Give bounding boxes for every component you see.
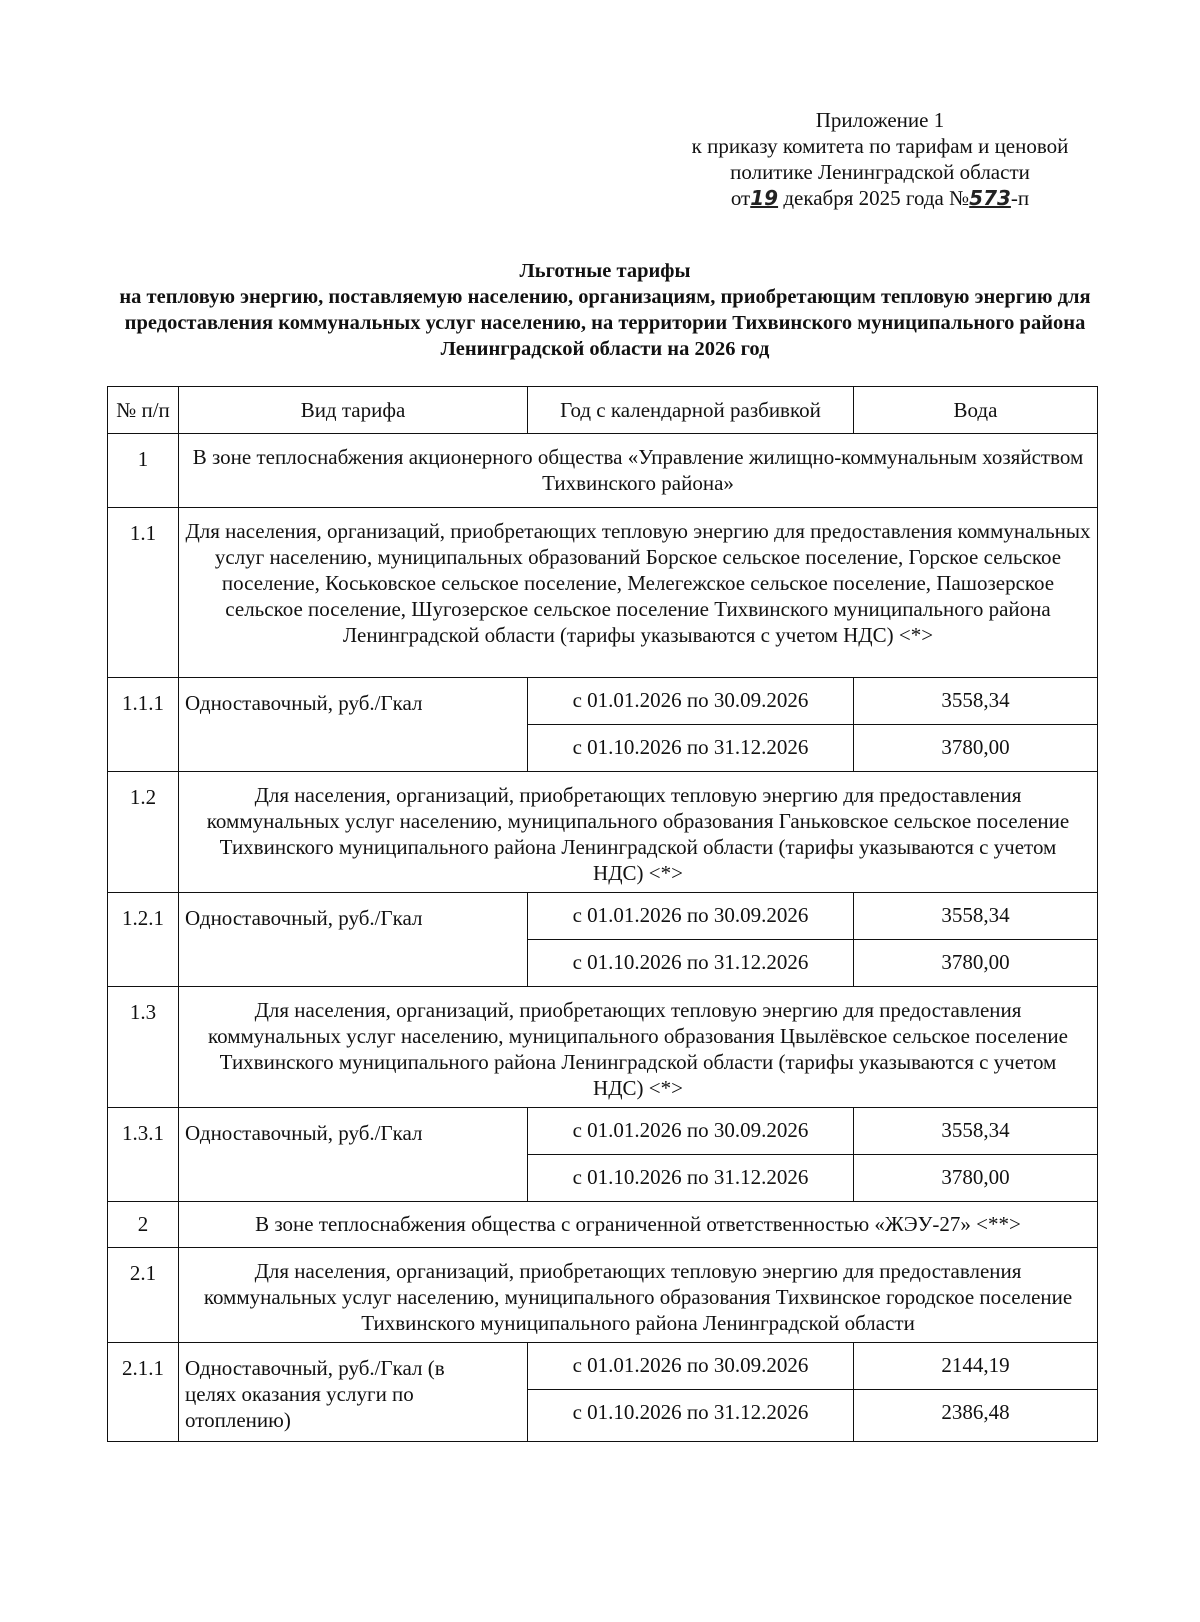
header-cell: Год с календарной разбивкой — [528, 387, 854, 434]
tariff-type: Одноставочный, руб./Гкал — [179, 678, 528, 772]
number-suffix: -п — [1010, 186, 1030, 210]
header-cell: № п/п — [108, 387, 179, 434]
section-row — [108, 772, 1098, 893]
title-subtitle: на тепловую энергию, поставляемую населению, организациям, приобретающим тепловую энергию для предоставления коммунальных услуг населению, на территории Тихвинского муниципального района Ленинградской области на 2026 год — [119, 286, 1091, 360]
handwritten-day: 19 — [750, 186, 779, 210]
table-header-row — [108, 387, 1098, 434]
order-date-line — [620, 185, 1140, 211]
tariff-value: 2144,19 — [854, 1343, 1098, 1390]
handwritten-number: 573 — [969, 186, 1011, 210]
tariff-table — [107, 386, 1098, 1442]
period: с 01.01.2026 по 30.09.2026 — [528, 893, 854, 940]
appendix-line: Приложение 1 — [815, 108, 945, 132]
header-cell: Вода — [854, 387, 1098, 434]
period: с 01.01.2026 по 30.09.2026 — [528, 678, 854, 725]
tariff-value: 3558,34 — [854, 1108, 1098, 1155]
appendix-header — [620, 107, 1140, 211]
date-prefix: от — [730, 186, 751, 210]
date-middle: декабря 2025 года № — [778, 186, 970, 210]
row-number: 2 — [108, 1202, 179, 1248]
period: с 01.10.2026 по 31.12.2026 — [528, 1155, 854, 1202]
tariff-value: 3558,34 — [854, 893, 1098, 940]
tariff-type: Одноставочный, руб./Гкал (в целях оказания услуги по отоплению) — [179, 1343, 528, 1442]
tariff-row — [108, 1343, 1098, 1390]
tariff-value: 3558,34 — [854, 678, 1098, 725]
tariff-value: 2386,48 — [854, 1390, 1098, 1442]
row-number: 1.1 — [108, 508, 179, 678]
section-row — [108, 1248, 1098, 1343]
section-text: В зоне теплоснабжения общества с ограниченной ответственностью «ЖЭУ-27» <**> — [179, 1202, 1098, 1248]
section-row — [108, 1202, 1098, 1248]
tariff-row — [108, 893, 1098, 940]
row-number: 1.3.1 — [108, 1108, 179, 1202]
section-text: В зоне теплоснабжения акционерного общества «Управление жилищно-коммунальным хозяйством Тихвинского района» — [179, 434, 1098, 508]
tariff-value: 3780,00 — [854, 725, 1098, 772]
tariff-type: Одноставочный, руб./Гкал — [179, 893, 528, 987]
period: с 01.01.2026 по 30.09.2026 — [528, 1108, 854, 1155]
document-title — [100, 258, 1110, 362]
tariff-row — [108, 678, 1098, 725]
section-row — [108, 508, 1098, 678]
section-row — [108, 434, 1098, 508]
tariff-type: Одноставочный, руб./Гкал — [179, 1108, 528, 1202]
period: с 01.10.2026 по 31.12.2026 — [528, 1390, 854, 1442]
period: с 01.10.2026 по 31.12.2026 — [528, 725, 854, 772]
row-number: 2.1.1 — [108, 1343, 179, 1442]
title-heading: Льготные тарифы — [519, 260, 691, 282]
period: с 01.10.2026 по 31.12.2026 — [528, 940, 854, 987]
row-number: 1 — [108, 434, 179, 508]
appendix-line: политике Ленинградской области — [730, 160, 1030, 184]
section-text: Для населения, организаций, приобретающих тепловую энергию для предоставления коммунальных услуг населению, муниципального образования Тихвинское городское поселение Тихвинского муниципального района Ленинградской области — [179, 1248, 1098, 1343]
row-number: 1.2 — [108, 772, 179, 893]
section-text: Для населения, организаций, приобретающих тепловую энергию для предоставления коммунальных услуг населению, муниципального образования Ганьковское сельское поселение Тихвинского муниципального района Ленинградской области (тарифы указываются с учетом НДС) <*> — [179, 772, 1098, 893]
appendix-line: к приказу комитета по тарифам и ценовой — [691, 134, 1069, 158]
section-text: Для населения, организаций, приобретающих тепловую энергию для предоставления коммунальных услуг населению, муниципальных образований Борское сельское поселение, Горское сельское поселение, Коськовское сельское поселение, Мелегежское сельское поселение, Пашозерское сельское поселение, Шугозерское сельское поселение Тихвинского муниципального района Ленинградской области (тарифы указываются с учетом НДС) <*> — [179, 508, 1098, 678]
period: с 01.01.2026 по 30.09.2026 — [528, 1343, 854, 1390]
row-number: 1.2.1 — [108, 893, 179, 987]
tariff-row — [108, 1108, 1098, 1155]
section-row — [108, 987, 1098, 1108]
tariff-value: 3780,00 — [854, 1155, 1098, 1202]
header-cell: Вид тарифа — [179, 387, 528, 434]
section-text: Для населения, организаций, приобретающих тепловую энергию для предоставления коммунальных услуг населению, муниципального образования Цвылёвское сельское поселение Тихвинского муниципального района Ленинградской области (тарифы указываются с учетом НДС) <*> — [179, 987, 1098, 1108]
row-number: 1.1.1 — [108, 678, 179, 772]
tariff-value: 3780,00 — [854, 940, 1098, 987]
row-number: 1.3 — [108, 987, 179, 1108]
row-number: 2.1 — [108, 1248, 179, 1343]
